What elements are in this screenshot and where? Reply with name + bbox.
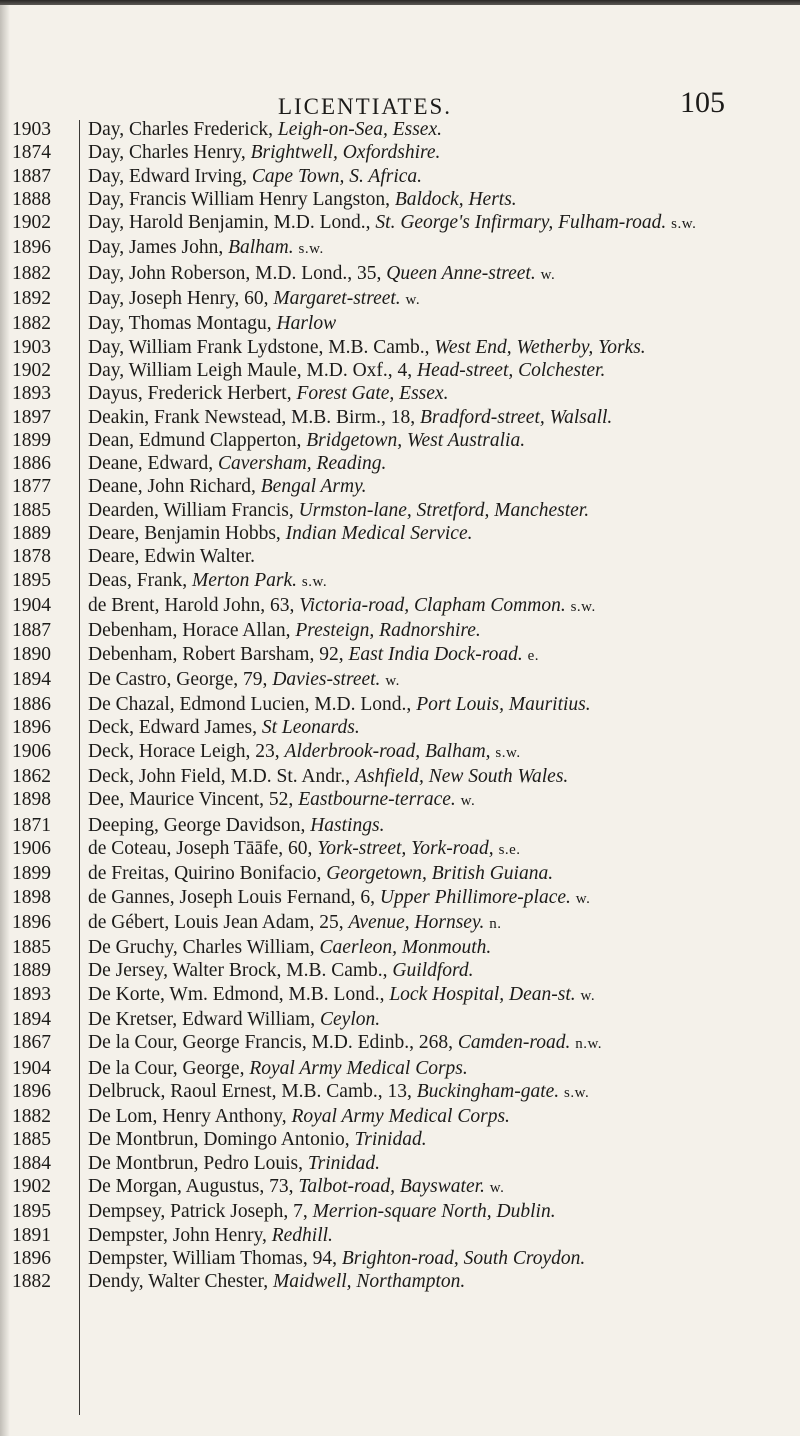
entry-year: 1903: [12, 336, 51, 358]
entry-year: 1891: [12, 1224, 51, 1246]
list-item: [0, 118, 800, 141]
list-item: [0, 716, 800, 739]
top-border: [0, 0, 800, 5]
entry-district: w.: [489, 1180, 505, 1197]
list-item: [0, 1057, 800, 1080]
entry-address: Trinidad.: [354, 1129, 427, 1151]
entry-name: Day, William Frank Lydstone, M.B. Camb.,: [88, 336, 430, 358]
entry-address: Urmston-lane, Stretford, Manchester.: [298, 499, 590, 521]
entry-text: [88, 545, 800, 568]
entry-name: De Korte, Wm. Edmond, M.B. Lond.,: [88, 983, 385, 1005]
list-item: [0, 643, 800, 668]
entry-name: Deck, John Field, M.D. St. Andr.,: [88, 766, 351, 788]
entry-address: Lock Hospital, Dean-st.: [389, 983, 576, 1005]
entry-name: De la Cour, George Francis, M.D. Edinb., 268,: [88, 1032, 453, 1054]
list-item: [0, 814, 800, 837]
entry-text: [88, 1080, 800, 1105]
list-item: [0, 1152, 800, 1175]
entry-text: [88, 569, 800, 594]
entry-text: [88, 211, 800, 236]
entry-text: [88, 594, 800, 619]
entry-text: [88, 716, 800, 739]
entry-year: 1892: [12, 288, 51, 310]
list-item: [0, 452, 800, 475]
entry-name: De Morgan, Augustus, 73,: [88, 1176, 294, 1198]
entry-name: Deck, Edward James,: [88, 717, 257, 739]
entry-name: De Castro, George, 79,: [88, 668, 268, 690]
entry-address: Ceylon.: [320, 1008, 381, 1030]
entry-address: Eastbourne-terrace.: [298, 789, 456, 811]
entry-address: Caerleon, Monmouth.: [319, 937, 492, 959]
entry-name: Dendy, Walter Chester,: [88, 1271, 269, 1293]
entry-year: 1906: [12, 740, 51, 762]
list-item: [0, 262, 800, 287]
entry-name: Dempster, William Thomas, 94,: [88, 1247, 338, 1269]
entry-district: w.: [385, 672, 400, 689]
entry-address: Cape Town, S. Africa.: [251, 165, 423, 187]
entry-year: 1889: [12, 523, 51, 545]
entry-text: [88, 1247, 800, 1270]
entry-text: [88, 837, 800, 862]
entry-text: [88, 1224, 800, 1247]
entry-address: Maidwell, Northampton.: [273, 1271, 466, 1293]
entry-address: Brightwell, Oxfordshire.: [250, 142, 441, 164]
entry-name: De Jersey, Walter Brock, M.B. Camb.,: [88, 960, 388, 982]
entry-district: w.: [575, 890, 591, 907]
entry-name: De Kretser, Edward William,: [88, 1008, 316, 1030]
list-item: [0, 983, 800, 1008]
list-item: [0, 522, 800, 545]
entry-name: De Lom, Henry Anthony,: [88, 1106, 287, 1128]
list-item: [0, 475, 800, 498]
list-item: [0, 594, 800, 619]
entry-year: 1874: [12, 142, 51, 164]
list-item: [0, 236, 800, 261]
entry-text: [88, 814, 800, 837]
entry-address: Forest Gate, Essex.: [296, 383, 449, 405]
entry-address: East India Dock-road.: [348, 643, 523, 665]
entry-text: [88, 1200, 800, 1223]
entry-name: Deane, Edward,: [88, 453, 214, 475]
entry-year: 1885: [12, 499, 51, 521]
entry-address: Balham.: [228, 237, 294, 259]
entry-text: [88, 765, 800, 788]
entry-year: 1893: [12, 983, 51, 1005]
entry-district: w.: [460, 793, 476, 810]
entry-name: Day, Francis William Henry Langston,: [88, 188, 390, 210]
entry-year: 1902: [12, 1176, 51, 1198]
entry-year: 1904: [12, 594, 51, 616]
entry-name: Dearden, William Francis,: [88, 499, 294, 521]
entry-text: [88, 452, 800, 475]
list-item: [0, 1031, 800, 1056]
entry-district: e.: [527, 647, 539, 664]
entry-text: [88, 475, 800, 498]
entry-address: Davies-street.: [272, 668, 381, 690]
entry-year: 1903: [12, 119, 51, 140]
entry-address: Redhill.: [271, 1224, 333, 1246]
entry-address: Merton Park.: [191, 569, 298, 591]
list-item: [0, 165, 800, 188]
entry-name: Debenham, Robert Barsham, 92,: [88, 643, 344, 665]
list-item: [0, 569, 800, 594]
entry-text: [88, 359, 800, 382]
list-item: [0, 1105, 800, 1128]
entry-year: 1882: [12, 262, 51, 284]
entry-text: [88, 165, 800, 188]
entry-name: Day, Joseph Henry, 60,: [88, 288, 269, 310]
entry-name: Deeping, George Davidson,: [88, 814, 306, 836]
entry-district: n.: [489, 915, 502, 932]
list-item: [0, 1008, 800, 1031]
entry-district: s.w.: [570, 598, 596, 615]
entry-address: Georgetown, British Guiana.: [326, 863, 554, 885]
entry-text: [88, 1031, 800, 1056]
entry-district: s.w.: [671, 216, 697, 233]
entry-text: [88, 336, 800, 359]
list-item: [0, 740, 800, 765]
entry-year: 1898: [12, 789, 51, 811]
entry-address: Harlow: [276, 313, 337, 335]
entry-year: 1893: [12, 383, 51, 405]
list-item: [0, 837, 800, 862]
entry-address: Avenue, Hornsey.: [348, 911, 485, 933]
entry-district: s.e.: [498, 841, 521, 858]
entry-name: de Coteau, Joseph Tāāfe, 60,: [88, 837, 313, 859]
entry-name: De Chazal, Edmond Lucien, M.D. Lond.,: [88, 694, 412, 716]
entry-address: Port Louis, Mauritius.: [416, 694, 591, 716]
entry-address: St. George's Infirmary, Fulham-road.: [375, 212, 667, 234]
entry-text: [88, 788, 800, 813]
entry-district: s.w.: [564, 1084, 590, 1101]
entry-address: York-street, York-road,: [317, 837, 494, 859]
list-item: [0, 1247, 800, 1270]
entry-name: Delbruck, Raoul Ernest, M.B. Camb., 13,: [88, 1080, 412, 1102]
list-item: [0, 499, 800, 522]
entry-year: 1897: [12, 406, 51, 428]
entry-name: de Gébert, Louis Jean Adam, 25,: [88, 911, 344, 933]
entry-year: 1884: [12, 1152, 51, 1174]
entry-text: [88, 118, 800, 141]
entry-year: 1882: [12, 1271, 51, 1293]
entry-text: [88, 1175, 800, 1200]
entry-address: Bridgetown, West Australia.: [306, 429, 526, 451]
entry-name: De la Cour, George,: [88, 1057, 245, 1079]
entry-address: Talbot-road, Bayswater.: [298, 1176, 485, 1198]
running-title: LICENTIATES.: [277, 94, 453, 119]
entry-text: [88, 312, 800, 335]
entry-name: Deck, Horace Leigh, 23,: [88, 740, 280, 762]
list-item: [0, 312, 800, 335]
entry-year: 1887: [12, 165, 51, 187]
entry-name: De Montbrun, Domingo Antonio,: [88, 1129, 350, 1151]
entry-text: [88, 862, 800, 885]
entry-address: Baldock, Herts.: [394, 188, 517, 210]
entry-name: Deane, John Richard,: [88, 476, 256, 498]
entry-address: Bengal Army.: [260, 476, 367, 498]
entry-text: [88, 141, 800, 164]
entry-address: Caversham, Reading.: [217, 453, 387, 475]
entry-name: Day, William Leigh Maule, M.D. Oxf., 4,: [88, 359, 413, 381]
entry-text: [88, 1008, 800, 1031]
entry-year: 1871: [12, 814, 51, 836]
entry-name: Deare, Benjamin Hobbs,: [88, 523, 281, 545]
entry-address: Hastings.: [310, 814, 385, 836]
licentiate-list: [0, 118, 800, 1294]
entry-name: Deare, Edwin Walter.: [88, 546, 256, 568]
entry-text: [88, 668, 800, 693]
page-number: 105: [680, 86, 725, 119]
entry-year: 1902: [12, 359, 51, 381]
entry-name: Dempster, John Henry,: [88, 1224, 267, 1246]
entry-name: de Gannes, Joseph Louis Fernand, 6,: [88, 886, 376, 908]
entry-year: 1896: [12, 717, 51, 739]
list-item: [0, 1080, 800, 1105]
entry-text: [88, 499, 800, 522]
entry-name: Day, James John,: [88, 237, 224, 259]
entry-text: [88, 1128, 800, 1151]
entry-district: s.w.: [301, 573, 328, 590]
entry-address: Buckingham-gate.: [416, 1080, 560, 1102]
list-item: [0, 287, 800, 312]
entry-year: 1896: [12, 1080, 51, 1102]
entry-address: Merrion-square North, Dublin.: [312, 1201, 556, 1223]
list-item: [0, 911, 800, 936]
entry-text: [88, 740, 800, 765]
entry-year: 1886: [12, 694, 51, 716]
entry-year: 1867: [12, 1032, 51, 1054]
entry-address: Victoria-road, Clapham Common.: [299, 594, 566, 616]
entry-year: 1894: [12, 1008, 51, 1030]
entry-year: 1882: [12, 1106, 51, 1128]
entry-text: [88, 886, 800, 911]
entry-address: Presteign, Radnorshire.: [295, 620, 481, 642]
entry-name: Day, Charles Henry,: [88, 142, 246, 164]
entry-name: Dempsey, Patrick Joseph, 7,: [88, 1201, 308, 1223]
entry-address: Royal Army Medical Corps.: [291, 1106, 510, 1128]
list-item: [0, 545, 800, 568]
list-item: [0, 959, 800, 982]
list-item: [0, 765, 800, 788]
entry-year: 1886: [12, 453, 51, 475]
entry-year: 1896: [12, 911, 51, 933]
list-item: [0, 693, 800, 716]
entry-district: w.: [405, 292, 421, 309]
entry-year: 1885: [12, 937, 51, 959]
entry-address: Leigh-on-Sea, Essex.: [277, 119, 442, 140]
entry-address: Head-street, Colchester.: [417, 359, 606, 381]
entry-text: [88, 522, 800, 545]
list-item: [0, 788, 800, 813]
entry-district: w.: [580, 987, 596, 1004]
entry-year: 1904: [12, 1057, 51, 1079]
entry-address: Upper Phillimore-place.: [379, 886, 571, 908]
entry-text: [88, 1270, 800, 1293]
entry-text: [88, 262, 800, 287]
entry-text: [88, 1105, 800, 1128]
entry-address: Ashfield, New South Wales.: [355, 766, 569, 788]
entry-text: [88, 619, 800, 642]
entry-district: w.: [540, 266, 556, 283]
entry-name: de Freitas, Quirino Bonifacio,: [88, 863, 322, 885]
entry-name: Debenham, Horace Allan,: [88, 620, 291, 642]
entry-text: [88, 287, 800, 312]
list-item: [0, 382, 800, 405]
entry-name: Dean, Edmund Clapperton,: [88, 429, 302, 451]
entry-address: St Leonards.: [261, 717, 360, 739]
entry-name: Deas, Frank,: [88, 569, 188, 591]
entry-name: De Gruchy, Charles William,: [88, 937, 315, 959]
entry-text: [88, 382, 800, 405]
entry-text: [88, 693, 800, 716]
entry-year: 1888: [12, 188, 51, 210]
entry-text: [88, 236, 800, 261]
entry-year: 1895: [12, 569, 51, 591]
entry-name: Dayus, Frederick Herbert,: [88, 383, 292, 405]
entry-district: n.w.: [575, 1036, 603, 1053]
entry-year: 1862: [12, 766, 51, 788]
entry-name: Day, Thomas Montagu,: [88, 313, 272, 335]
entry-name: Day, Harold Benjamin, M.D. Lond.,: [88, 212, 371, 234]
list-item: [0, 1175, 800, 1200]
entry-text: [88, 643, 800, 668]
entry-text: [88, 188, 800, 211]
entry-year: 1885: [12, 1129, 51, 1151]
list-item: [0, 886, 800, 911]
list-item: [0, 141, 800, 164]
entry-year: 1906: [12, 837, 51, 859]
entry-year: 1894: [12, 668, 51, 690]
list-item: [0, 1270, 800, 1293]
entry-year: 1899: [12, 863, 51, 885]
entry-address: Guildford.: [392, 960, 474, 982]
list-item: [0, 668, 800, 693]
entry-name: Day, Charles Frederick,: [88, 119, 274, 140]
entry-year: 1902: [12, 212, 51, 234]
entry-year: 1899: [12, 429, 51, 451]
list-item: [0, 211, 800, 236]
entry-name: de Brent, Harold John, 63,: [88, 594, 295, 616]
entry-year: 1895: [12, 1201, 51, 1223]
entry-address: Camden-road.: [457, 1032, 571, 1054]
list-item: [0, 1128, 800, 1151]
entry-district: s.w.: [495, 744, 521, 761]
entry-year: 1889: [12, 960, 51, 982]
entry-name: Dee, Maurice Vincent, 52,: [88, 789, 294, 811]
entry-year: 1877: [12, 476, 51, 498]
list-item: [0, 336, 800, 359]
entry-text: [88, 911, 800, 936]
entry-address: Indian Medical Service.: [285, 523, 473, 545]
entry-text: [88, 1057, 800, 1080]
list-item: [0, 619, 800, 642]
entry-name: De Montbrun, Pedro Louis,: [88, 1152, 304, 1174]
entry-address: Margaret-street.: [273, 288, 401, 310]
list-item: [0, 1224, 800, 1247]
entry-address: Royal Army Medical Corps.: [249, 1057, 468, 1079]
list-item: [0, 1200, 800, 1223]
entry-text: [88, 936, 800, 959]
entry-name: Deakin, Frank Newstead, M.B. Birm., 18,: [88, 406, 416, 428]
list-item: [0, 406, 800, 429]
list-item: [0, 429, 800, 452]
entry-year: 1896: [12, 237, 51, 259]
entry-text: [88, 983, 800, 1008]
entry-name: Day, Edward Irving,: [88, 165, 248, 187]
entry-text: [88, 1152, 800, 1175]
entry-year: 1898: [12, 886, 51, 908]
entry-address: Trinidad.: [307, 1152, 380, 1174]
entry-text: [88, 406, 800, 429]
list-item: [0, 359, 800, 382]
entry-year: 1887: [12, 620, 51, 642]
entry-text: [88, 429, 800, 452]
entry-address: Bradford-street, Walsall.: [420, 406, 613, 428]
entry-district: s.w.: [298, 241, 324, 258]
list-item: [0, 862, 800, 885]
entry-address: Alderbrook-road, Balham,: [284, 740, 491, 762]
entry-text: [88, 959, 800, 982]
entry-address: Queen Anne-street.: [386, 262, 536, 284]
entry-address: Brighton-road, South Croydon.: [341, 1247, 586, 1269]
entry-year: 1890: [12, 643, 51, 665]
entry-year: 1878: [12, 546, 51, 568]
list-item: [0, 188, 800, 211]
entry-name: Day, John Roberson, M.D. Lond., 35,: [88, 262, 382, 284]
entry-year: 1896: [12, 1247, 51, 1269]
list-item: [0, 936, 800, 959]
entry-address: West End, Wetherby, Yorks.: [434, 336, 646, 358]
entry-year: 1882: [12, 313, 51, 335]
